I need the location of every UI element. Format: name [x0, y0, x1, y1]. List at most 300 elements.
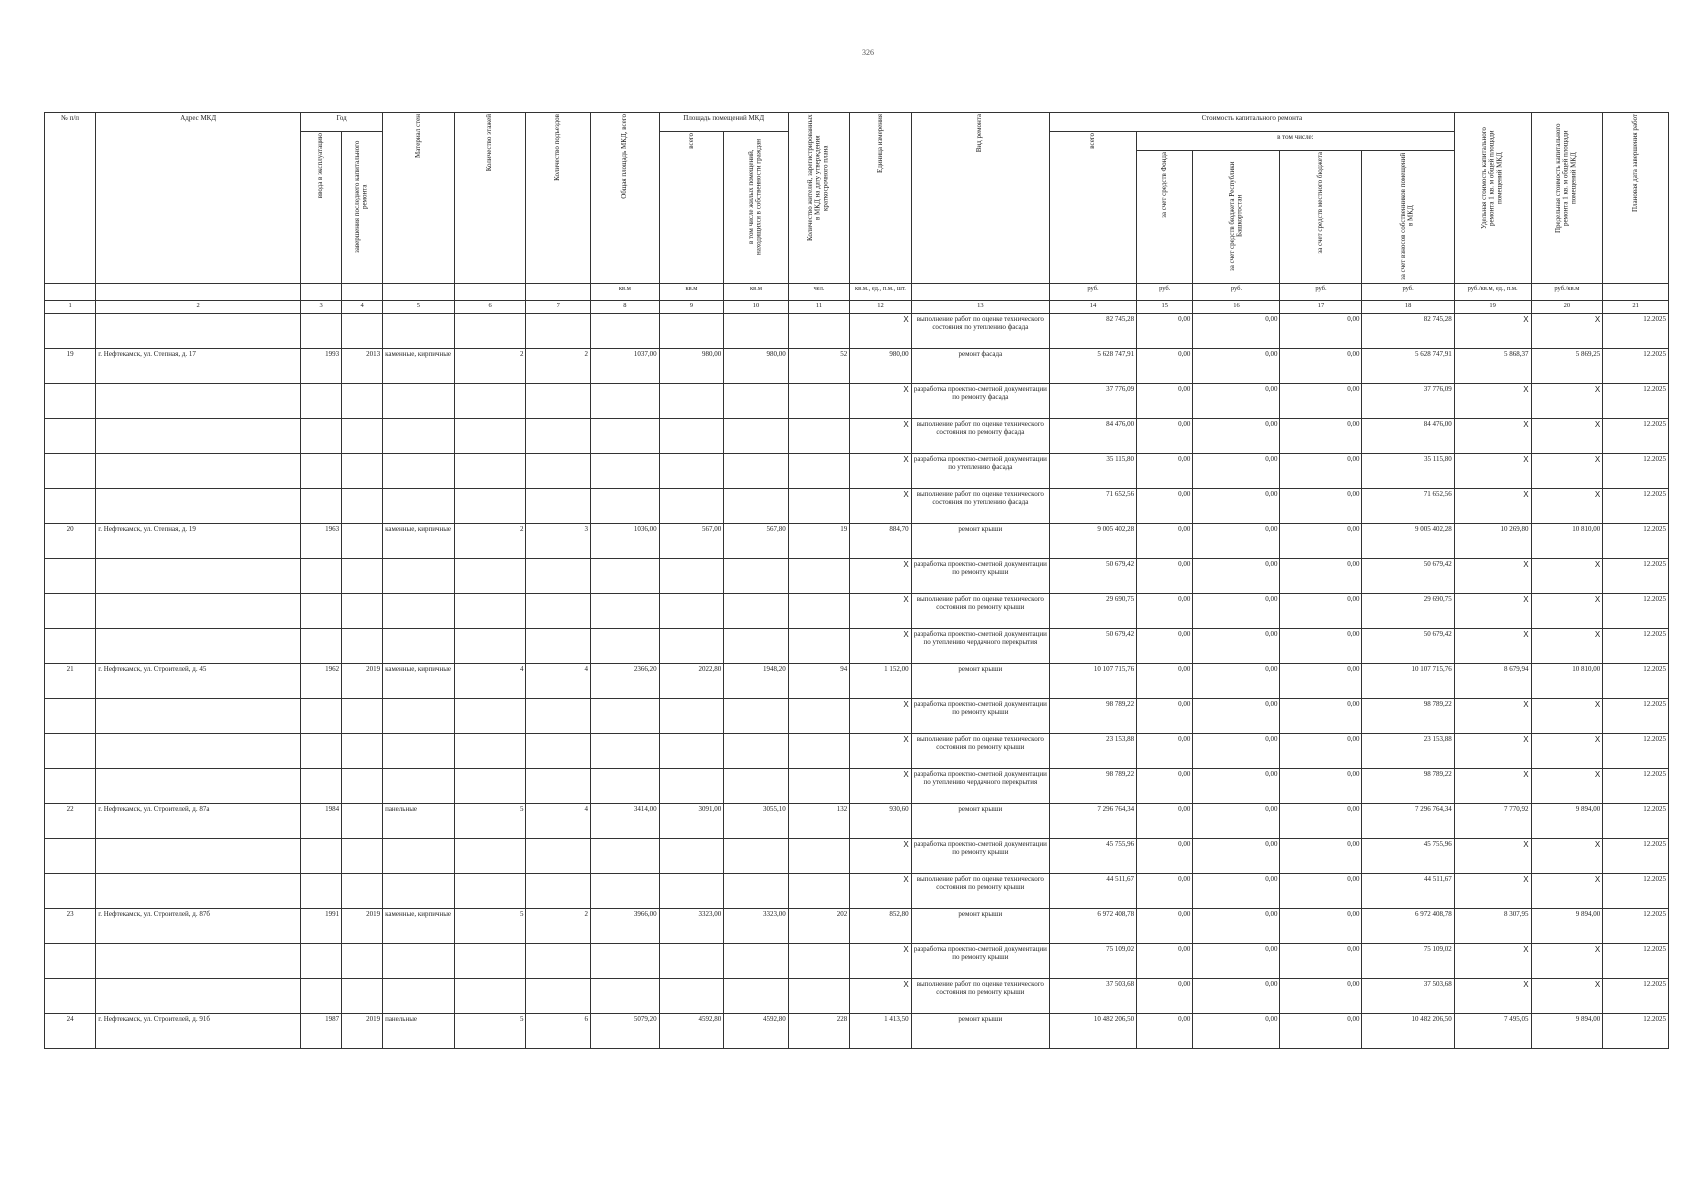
entrances-cell [526, 489, 591, 524]
wall-material-cell [383, 419, 455, 454]
address-cell: г. Нефтекамск, ул. Степная, д. 19 [96, 524, 301, 559]
entrances-cell [526, 454, 591, 489]
area-residential-cell [724, 454, 789, 489]
cost-fund-cell: 0,00 [1137, 699, 1193, 734]
floors-cell [454, 454, 526, 489]
unit-value-cell: 852,80 [850, 909, 911, 944]
unit-value-cell: X [850, 874, 911, 909]
limit-cost-cell: 10 810,00 [1531, 524, 1603, 559]
cost-owners-cell: 75 109,02 [1362, 944, 1454, 979]
residents-cell: 19 [788, 524, 849, 559]
cost-local-cell: 0,00 [1280, 489, 1362, 524]
residents-cell [788, 629, 849, 664]
cost-republic-cell: 0,00 [1193, 629, 1280, 664]
column-number: 6 [454, 301, 526, 314]
floors-cell: 5 [454, 909, 526, 944]
limit-cost-cell: X [1531, 454, 1603, 489]
cost-fund-cell: 0,00 [1137, 314, 1193, 349]
row-number-cell [45, 559, 96, 594]
cost-owners-cell: 37 503,68 [1362, 979, 1454, 1014]
completion-date-cell: 12.2025 [1603, 664, 1669, 699]
unit-value-cell: 1 152,00 [850, 664, 911, 699]
row-number-cell [45, 734, 96, 769]
repair-type-cell: выполнение работ по оценке технического состояния по утеплению фасада [911, 489, 1049, 524]
table-body [45, 314, 1669, 1049]
year-last-repair-cell [342, 944, 383, 979]
area-residential-cell [724, 979, 789, 1014]
cost-local-cell: 0,00 [1280, 839, 1362, 874]
cost-republic-cell: 0,00 [1193, 1014, 1280, 1049]
unit-value-cell: 930,60 [850, 804, 911, 839]
unit-label: руб./кв.м [1531, 284, 1603, 301]
entrances-cell [526, 594, 591, 629]
area-residential-cell [724, 594, 789, 629]
unit-value-cell: X [850, 384, 911, 419]
completion-date-cell: 12.2025 [1603, 909, 1669, 944]
year-commissioned-cell [301, 559, 342, 594]
cost-local-cell: 0,00 [1280, 874, 1362, 909]
unit-value-cell: 1 413,50 [850, 1014, 911, 1049]
column-numbers-row [45, 301, 1669, 314]
year-commissioned-cell [301, 454, 342, 489]
year-commissioned-cell [301, 839, 342, 874]
area-all-cell: 980,00 [659, 349, 724, 384]
residents-cell [788, 454, 849, 489]
limit-cost-cell: X [1531, 594, 1603, 629]
house-row [45, 1014, 1669, 1049]
area-residential-cell: 4592,80 [724, 1014, 789, 1049]
cost-total-cell: 37 776,09 [1049, 384, 1136, 419]
cost-republic-cell: 0,00 [1193, 874, 1280, 909]
cost-local-cell: 0,00 [1280, 944, 1362, 979]
sub-row [45, 594, 1669, 629]
unit-value-cell: X [850, 419, 911, 454]
year-last-repair-cell [342, 419, 383, 454]
total-area-cell [591, 699, 660, 734]
units-row [45, 284, 1669, 301]
address-cell: г. Нефтекамск, ул. Строителей, д. 87б [96, 909, 301, 944]
cost-owners-cell: 5 628 747,91 [1362, 349, 1454, 384]
limit-cost-cell: X [1531, 699, 1603, 734]
wall-material-cell [383, 979, 455, 1014]
cost-total-cell: 10 482 206,50 [1049, 1014, 1136, 1049]
cost-owners-cell: 9 005 402,28 [1362, 524, 1454, 559]
unit-value-cell: X [850, 769, 911, 804]
cost-total-cell: 82 745,28 [1049, 314, 1136, 349]
cost-total-cell: 75 109,02 [1049, 944, 1136, 979]
house-row [45, 664, 1669, 699]
total-area-cell [591, 839, 660, 874]
area-all-cell [659, 734, 724, 769]
cost-local-cell: 0,00 [1280, 909, 1362, 944]
header-col-floors: Количество этажей [454, 113, 526, 284]
row-number-cell [45, 489, 96, 524]
unit-cost-cell: X [1454, 769, 1531, 804]
cost-fund-cell: 0,00 [1137, 559, 1193, 594]
completion-date-cell: 12.2025 [1603, 454, 1669, 489]
area-all-cell: 2022,80 [659, 664, 724, 699]
total-area-cell [591, 944, 660, 979]
header-year-group: Год [301, 113, 383, 132]
area-all-cell [659, 629, 724, 664]
year-commissioned-cell [301, 629, 342, 664]
total-area-cell [591, 454, 660, 489]
header-col-last-repair: завершения последнего капитального ремонта [342, 132, 383, 284]
repair-type-cell: разработка проектно-сметной документации по ремонту крыши [911, 559, 1049, 594]
header-col-area-all: всего [659, 132, 724, 284]
table-header [45, 113, 1669, 314]
area-all-cell [659, 559, 724, 594]
sub-row [45, 944, 1669, 979]
column-number: 7 [526, 301, 591, 314]
unit-label: руб. [1137, 284, 1193, 301]
sub-row [45, 314, 1669, 349]
entrances-cell: 2 [526, 349, 591, 384]
limit-cost-cell: X [1531, 874, 1603, 909]
column-number: 17 [1280, 301, 1362, 314]
repair-type-cell: разработка проектно-сметной документации по ремонту фасада [911, 384, 1049, 419]
year-last-repair-cell [342, 874, 383, 909]
area-all-cell [659, 489, 724, 524]
year-commissioned-cell [301, 874, 342, 909]
column-number: 13 [911, 301, 1049, 314]
header-area-group: Площадь помещений МКД [659, 113, 788, 132]
area-residential-cell [724, 769, 789, 804]
unit-value-cell: X [850, 944, 911, 979]
unit-cost-cell: 7 495,05 [1454, 1014, 1531, 1049]
header-col-address: Адрес МКД [96, 113, 301, 284]
column-number: 21 [1603, 301, 1669, 314]
address-cell [96, 594, 301, 629]
row-number-cell: 22 [45, 804, 96, 839]
cost-owners-cell: 6 972 408,78 [1362, 909, 1454, 944]
unit-cost-cell: X [1454, 944, 1531, 979]
year-last-repair-cell [342, 314, 383, 349]
year-last-repair-cell [342, 769, 383, 804]
header-col-total-area: Общая площадь МКД, всего [591, 113, 660, 284]
area-residential-cell [724, 874, 789, 909]
limit-cost-cell: 9 894,00 [1531, 804, 1603, 839]
area-residential-cell [724, 419, 789, 454]
cost-owners-cell: 23 153,88 [1362, 734, 1454, 769]
column-number: 11 [788, 301, 849, 314]
floors-cell: 2 [454, 349, 526, 384]
area-residential-cell [724, 629, 789, 664]
limit-cost-cell: X [1531, 769, 1603, 804]
area-residential-cell: 1948,20 [724, 664, 789, 699]
completion-date-cell: 12.2025 [1603, 874, 1669, 909]
wall-material-cell [383, 734, 455, 769]
entrances-cell [526, 874, 591, 909]
cost-local-cell: 0,00 [1280, 1014, 1362, 1049]
unit-value-cell: X [850, 629, 911, 664]
cost-total-cell: 23 153,88 [1049, 734, 1136, 769]
cost-local-cell: 0,00 [1280, 699, 1362, 734]
header-cost-group: Стоимость капитального ремонта [1049, 113, 1454, 132]
row-number-cell [45, 419, 96, 454]
cost-total-cell: 9 005 402,28 [1049, 524, 1136, 559]
entrances-cell [526, 839, 591, 874]
entrances-cell: 6 [526, 1014, 591, 1049]
limit-cost-cell: 9 894,00 [1531, 1014, 1603, 1049]
sub-row [45, 629, 1669, 664]
total-area-cell [591, 489, 660, 524]
row-number-cell: 20 [45, 524, 96, 559]
wall-material-cell: каменные, кирпичные [383, 524, 455, 559]
unit-cost-cell: X [1454, 419, 1531, 454]
total-area-cell [591, 419, 660, 454]
year-commissioned-cell: 1987 [301, 1014, 342, 1049]
column-number: 10 [724, 301, 789, 314]
unit-cost-cell: X [1454, 699, 1531, 734]
cost-fund-cell: 0,00 [1137, 944, 1193, 979]
cost-local-cell: 0,00 [1280, 559, 1362, 594]
row-number-cell [45, 454, 96, 489]
cost-owners-cell: 7 296 764,34 [1362, 804, 1454, 839]
row-number-cell [45, 699, 96, 734]
limit-cost-cell: X [1531, 979, 1603, 1014]
year-commissioned-cell: 1984 [301, 804, 342, 839]
limit-cost-cell: 9 894,00 [1531, 909, 1603, 944]
completion-date-cell: 12.2025 [1603, 699, 1669, 734]
year-last-repair-cell [342, 839, 383, 874]
repair-type-cell: выполнение работ по оценке технического состояния по ремонту крыши [911, 734, 1049, 769]
residents-cell [788, 839, 849, 874]
completion-date-cell: 12.2025 [1603, 769, 1669, 804]
header-col-fund: за счет средств Фонда [1137, 151, 1193, 284]
total-area-cell: 1037,00 [591, 349, 660, 384]
year-commissioned-cell: 1963 [301, 524, 342, 559]
area-all-cell [659, 699, 724, 734]
address-cell [96, 734, 301, 769]
area-all-cell [659, 454, 724, 489]
column-number: 3 [301, 301, 342, 314]
column-number: 2 [96, 301, 301, 314]
unit-cost-cell: X [1454, 489, 1531, 524]
year-last-repair-cell [342, 559, 383, 594]
limit-cost-cell: 10 810,00 [1531, 664, 1603, 699]
address-cell [96, 419, 301, 454]
entrances-cell [526, 979, 591, 1014]
unit-value-cell: X [850, 839, 911, 874]
total-area-cell: 2366,20 [591, 664, 660, 699]
cost-fund-cell: 0,00 [1137, 454, 1193, 489]
cost-total-cell: 50 679,42 [1049, 559, 1136, 594]
completion-date-cell: 12.2025 [1603, 419, 1669, 454]
year-last-repair-cell [342, 454, 383, 489]
year-last-repair-cell [342, 524, 383, 559]
entrances-cell [526, 629, 591, 664]
address-cell: г. Нефтекамск, ул. Строителей, д. 45 [96, 664, 301, 699]
completion-date-cell: 12.2025 [1603, 489, 1669, 524]
unit-cost-cell: X [1454, 594, 1531, 629]
cost-local-cell: 0,00 [1280, 594, 1362, 629]
residents-cell [788, 559, 849, 594]
cost-fund-cell: 0,00 [1137, 769, 1193, 804]
cost-owners-cell: 98 789,22 [1362, 699, 1454, 734]
residents-cell [788, 384, 849, 419]
floors-cell [454, 699, 526, 734]
completion-date-cell: 12.2025 [1603, 384, 1669, 419]
cost-local-cell: 0,00 [1280, 349, 1362, 384]
unit-value-cell: X [850, 559, 911, 594]
total-area-cell: 1036,00 [591, 524, 660, 559]
header-col-area-residential: в том числе жилых помещений, находящихся в собственности граждан [724, 132, 789, 284]
unit-cost-cell: X [1454, 384, 1531, 419]
cost-owners-cell: 29 690,75 [1362, 594, 1454, 629]
unit-cost-cell: X [1454, 559, 1531, 594]
cost-fund-cell: 0,00 [1137, 804, 1193, 839]
entrances-cell [526, 559, 591, 594]
cost-owners-cell: 37 776,09 [1362, 384, 1454, 419]
cost-local-cell: 0,00 [1280, 419, 1362, 454]
unit-label: кв.м [724, 284, 789, 301]
cost-owners-cell: 50 679,42 [1362, 629, 1454, 664]
entrances-cell [526, 314, 591, 349]
cost-republic-cell: 0,00 [1193, 839, 1280, 874]
entrances-cell: 3 [526, 524, 591, 559]
repair-type-cell: выполнение работ по оценке технического состояния по ремонту крыши [911, 874, 1049, 909]
entrances-cell [526, 419, 591, 454]
area-all-cell [659, 874, 724, 909]
total-area-cell: 5079,20 [591, 1014, 660, 1049]
year-commissioned-cell [301, 944, 342, 979]
address-cell [96, 944, 301, 979]
total-area-cell: 3966,00 [591, 909, 660, 944]
header-col-cost-total: всего [1049, 132, 1136, 284]
address-cell: г. Нефтекамск, ул. Строителей, д. 87а [96, 804, 301, 839]
cost-republic-cell: 0,00 [1193, 909, 1280, 944]
header-col-unit: Единица измерения [850, 113, 911, 284]
cost-owners-cell: 71 652,56 [1362, 489, 1454, 524]
area-residential-cell: 567,80 [724, 524, 789, 559]
year-commissioned-cell [301, 594, 342, 629]
year-last-repair-cell [342, 489, 383, 524]
total-area-cell [591, 769, 660, 804]
area-residential-cell [724, 839, 789, 874]
limit-cost-cell: X [1531, 489, 1603, 524]
unit-value-cell: X [850, 489, 911, 524]
repair-type-cell: разработка проектно-сметной документации по утеплению чердачного перекрытия [911, 769, 1049, 804]
cost-local-cell: 0,00 [1280, 734, 1362, 769]
column-number: 4 [342, 301, 383, 314]
year-last-repair-cell: 2013 [342, 349, 383, 384]
year-last-repair-cell [342, 699, 383, 734]
cost-republic-cell: 0,00 [1193, 664, 1280, 699]
address-cell: г. Нефтекамск, ул. Степная, д. 17 [96, 349, 301, 384]
cost-local-cell: 0,00 [1280, 664, 1362, 699]
row-number-cell [45, 384, 96, 419]
row-number-cell [45, 979, 96, 1014]
header-col-date: Плановая дата завершения работ [1603, 113, 1669, 284]
unit-cost-cell: X [1454, 734, 1531, 769]
completion-date-cell: 12.2025 [1603, 839, 1669, 874]
year-last-repair-cell [342, 734, 383, 769]
address-cell [96, 629, 301, 664]
cost-fund-cell: 0,00 [1137, 874, 1193, 909]
row-number-cell [45, 769, 96, 804]
header-col-wall-material: Материал стен [383, 113, 455, 284]
header-col-limit-cost: Предельная стоимость капитального ремонта 1 кв. м общей площади помещений МКД [1531, 113, 1603, 284]
house-row [45, 349, 1669, 384]
page-number: 326 [862, 48, 874, 57]
cost-total-cell: 44 511,67 [1049, 874, 1136, 909]
cost-total-cell: 7 296 764,34 [1049, 804, 1136, 839]
wall-material-cell [383, 699, 455, 734]
sub-row [45, 419, 1669, 454]
wall-material-cell [383, 594, 455, 629]
repair-type-cell: разработка проектно-сметной документации по ремонту крыши [911, 839, 1049, 874]
floors-cell [454, 874, 526, 909]
year-commissioned-cell [301, 734, 342, 769]
residents-cell [788, 489, 849, 524]
address-cell [96, 559, 301, 594]
floors-cell [454, 629, 526, 664]
unit-value-cell: X [850, 314, 911, 349]
entrances-cell: 4 [526, 664, 591, 699]
cost-total-cell: 45 755,96 [1049, 839, 1136, 874]
year-commissioned-cell: 1993 [301, 349, 342, 384]
completion-date-cell: 12.2025 [1603, 979, 1669, 1014]
cost-fund-cell: 0,00 [1137, 419, 1193, 454]
cost-republic-cell: 0,00 [1193, 734, 1280, 769]
area-residential-cell [724, 699, 789, 734]
cost-republic-cell: 0,00 [1193, 419, 1280, 454]
unit-value-cell: X [850, 699, 911, 734]
repair-type-cell: ремонт крыши [911, 524, 1049, 559]
column-number: 14 [1049, 301, 1136, 314]
completion-date-cell: 12.2025 [1603, 804, 1669, 839]
wall-material-cell [383, 559, 455, 594]
limit-cost-cell: X [1531, 384, 1603, 419]
column-number: 9 [659, 301, 724, 314]
entrances-cell [526, 734, 591, 769]
wall-material-cell: каменные, кирпичные [383, 349, 455, 384]
sub-row [45, 769, 1669, 804]
address-cell [96, 314, 301, 349]
area-residential-cell: 980,00 [724, 349, 789, 384]
repair-type-cell: выполнение работ по оценке технического состояния по ремонту крыши [911, 979, 1049, 1014]
residents-cell [788, 419, 849, 454]
wall-material-cell: панельные [383, 1014, 455, 1049]
address-cell [96, 874, 301, 909]
limit-cost-cell: X [1531, 839, 1603, 874]
unit-cost-cell: 10 269,80 [1454, 524, 1531, 559]
total-area-cell [591, 874, 660, 909]
repair-type-cell: выполнение работ по оценке технического состояния по ремонту фасада [911, 419, 1049, 454]
area-residential-cell [724, 384, 789, 419]
floors-cell [454, 419, 526, 454]
row-number-cell: 23 [45, 909, 96, 944]
area-all-cell [659, 769, 724, 804]
completion-date-cell: 12.2025 [1603, 944, 1669, 979]
header-col-republic-budget: за счет средств бюджета Республики Башкортостан [1193, 151, 1280, 284]
cost-republic-cell: 0,00 [1193, 804, 1280, 839]
header-col-unit-cost: Удельная стоимость капитального ремонта 1 кв. м общей площади помещений МКД [1454, 113, 1531, 284]
repair-type-cell: ремонт крыши [911, 1014, 1049, 1049]
area-all-cell: 567,00 [659, 524, 724, 559]
floors-cell: 2 [454, 524, 526, 559]
cost-owners-cell: 10 482 206,50 [1362, 1014, 1454, 1049]
area-residential-cell: 3323,00 [724, 909, 789, 944]
cost-total-cell: 98 789,22 [1049, 699, 1136, 734]
area-all-cell [659, 944, 724, 979]
entrances-cell: 4 [526, 804, 591, 839]
residents-cell [788, 979, 849, 1014]
cost-fund-cell: 0,00 [1137, 349, 1193, 384]
cost-fund-cell: 0,00 [1137, 1014, 1193, 1049]
unit-label: руб. [1280, 284, 1362, 301]
